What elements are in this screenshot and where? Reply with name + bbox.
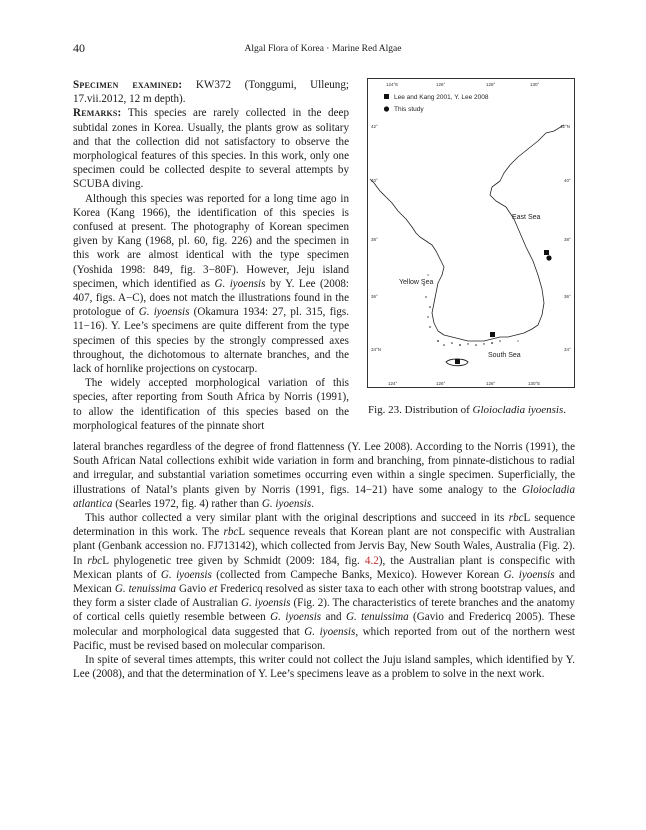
lat-left-5: 34°N bbox=[371, 347, 382, 352]
species-name: G. iyoensis bbox=[214, 277, 266, 290]
text-run: and Mexican bbox=[73, 568, 575, 596]
map-legend bbox=[384, 94, 489, 113]
text-run: Although this species was reported for a long time ago in Korea (Kang 1966), the identification of this species is confused at present. The photography of Korean specimen given by Kang (1968, pl. 60, fig. 226) and the specimen in this work are almost identical with the type specimen (Yoshida 1998: 849, fig. 3−80F). However, Jeju island specimen, which identified as bbox=[73, 192, 349, 290]
figure-reference-link[interactable]: 4.2 bbox=[364, 554, 379, 567]
specimen-paragraph bbox=[73, 78, 349, 106]
text-run: L sequence determination in this work. The bbox=[73, 512, 575, 539]
legend-circle-label: This study bbox=[394, 106, 424, 113]
occurrence-markers bbox=[455, 250, 552, 364]
text-run: by Y. Lee (2008: 407, figs. A−C), does not match the illustrations found in the protologue of bbox=[73, 277, 349, 319]
legend-square-label: Lee and Kang 2001, Y. Lee 2008 bbox=[394, 94, 489, 101]
text-run: In spite of several times attempts, this writer could not collect the Juju island samples, which identified by Y. Lee (2008), and that the determination of Y. Lee’s specimens leave as a problem to solve in the next work. bbox=[73, 654, 575, 681]
text-run: The widely accepted morphological variation of this species, after reporting from South Africa by Norris (1991), to allow the identification of this species based on the morphological features of the pinnate short bbox=[73, 377, 349, 432]
lat-right-3: 38° bbox=[564, 237, 571, 242]
running-header: Algal Flora of Korea · Marine Red Algae bbox=[244, 44, 402, 54]
specimen-label: Specimen examined: bbox=[73, 79, 183, 91]
east-sea-label: East Sea bbox=[512, 214, 541, 221]
lon-top-2: 126° bbox=[436, 82, 446, 87]
lon-bottom-2: 126° bbox=[436, 381, 446, 386]
lat-right-2: 40° bbox=[564, 178, 571, 183]
text-run: L sequence reveals that Korean plant are not conspecific with Australian plant (Genbank accession no. FJ713142), which collected from Jervis Bay, New South Wales, Australia (Fig. 2). In bbox=[73, 526, 575, 567]
lat-left-3: 38° bbox=[371, 237, 378, 242]
left-column bbox=[73, 78, 349, 433]
lat-right-5: 34° bbox=[564, 347, 571, 352]
full-width-text bbox=[73, 440, 575, 681]
paragraph-3-end bbox=[73, 440, 575, 511]
paragraph-5 bbox=[73, 653, 575, 681]
paragraph-3-start bbox=[73, 376, 349, 433]
lat-left-2: 40° bbox=[371, 178, 378, 183]
gene-name: rbc bbox=[223, 526, 239, 539]
figure-caption bbox=[368, 403, 576, 417]
paragraph-4 bbox=[73, 511, 575, 653]
text-run: L phylogenetic tree given by Schmidt (2009: 184, fig. bbox=[102, 554, 365, 567]
text-run: . bbox=[311, 497, 314, 510]
distribution-map bbox=[367, 78, 575, 388]
text-run: (Gavio and Fredericq 2005). These molecular and morphological data suggested that bbox=[73, 611, 575, 638]
remarks-text: This species are rarely collected in the deep subtidal zones in Korea. Usually, the plants grow as solitary and that the collection did not satisfactory to observe the morphological features of this species. In this work, only one specimen could be collected despite to several attempts by SCUBA diving. bbox=[73, 107, 349, 191]
text-run: (Okamura 1934: 27, pl. 315, figs. 11−16). Y. Lee’s specimens are quite different from the type specimen of this species by the strongly compressed axes throughout, the dichotomous to alternate branches, and the lack of hornlike projections on cystocarp. bbox=[73, 306, 349, 376]
text-run: (Searles 1972, fig. 4) rather than bbox=[112, 497, 262, 510]
record-circle-ulleung bbox=[546, 255, 551, 260]
yellow-sea-label: Yellow Sea bbox=[399, 279, 434, 286]
specimen-text: KW372 (Tonggumi, Ulleung; 17.vii.2012, 12 m depth). bbox=[73, 79, 349, 106]
text-run: Fredericq resolved as sister taxa to each other with strong bootstrap values, and they form a sister clade of Australian bbox=[73, 583, 575, 610]
remarks-paragraph bbox=[73, 106, 349, 191]
caption-prefix: Fig. 23. Distribution of bbox=[368, 404, 473, 416]
korea-map bbox=[368, 79, 576, 389]
species-name: G. iyoensis bbox=[138, 306, 190, 319]
species-name: G. tenuissima bbox=[345, 611, 409, 624]
lat-left-1: 42° bbox=[371, 124, 378, 129]
lon-bottom-1: 124° bbox=[388, 381, 398, 386]
record-square-south bbox=[490, 332, 495, 337]
text-run: ), the Australian plant is conspecific with Mexican plants of bbox=[73, 554, 576, 581]
species-name: Gloiocladia atlantica bbox=[73, 483, 575, 510]
lon-bottom-3: 128° bbox=[486, 381, 496, 386]
lat-right-4: 36° bbox=[564, 294, 571, 299]
species-name: G. iyoensis bbox=[270, 611, 322, 624]
remarks-label: Remarks: bbox=[73, 107, 122, 120]
species-name: G. iyoensis bbox=[160, 568, 212, 581]
species-name: G. iyoensis bbox=[241, 597, 291, 610]
text-run: (Fig. 2). The characteristics of terete branches and the anatomy of cortical cells quietly resemble between bbox=[73, 597, 575, 624]
text-run: (collected from Campeche Banks, Mexico). However Korean bbox=[211, 568, 504, 581]
south-sea-label: South Sea bbox=[488, 352, 521, 359]
page-number: 40 bbox=[73, 41, 85, 55]
lat-left-4: 36° bbox=[371, 294, 378, 299]
latin-et: et bbox=[209, 583, 218, 596]
species-name: G. tenuissima bbox=[114, 583, 177, 596]
species-name: G. iyoensis bbox=[261, 497, 312, 510]
lon-top-3: 128° bbox=[486, 82, 496, 87]
caption-species: Gloiocladia iyoensis bbox=[472, 404, 564, 416]
square-marker-icon bbox=[384, 94, 389, 99]
text-run: Gavio bbox=[176, 583, 210, 596]
lon-bottom-4: 130°E bbox=[528, 381, 541, 386]
lon-top-1: 124°E bbox=[386, 82, 399, 87]
text-run: and bbox=[321, 611, 346, 624]
text-run: , which reported from out of the northern west Pacific, must be revised based on molecular comparison. bbox=[73, 625, 575, 652]
coastline bbox=[370, 125, 564, 341]
record-square-ulleung bbox=[544, 250, 549, 255]
record-square-jeju bbox=[455, 359, 460, 364]
species-name: G. iyoensis bbox=[503, 568, 555, 581]
text-run: lateral branches regardless of the degree of frond flattenness (Y. Lee 2008). According to the Norris (1991), the South African Natal collections exhibit wide variation in form and branching, from pinnate-distichous to radial and irregular, and substantial variation sometimes occurring even within a single specimen. Superficially, the illustrations of Natal’s plants given by Norris (1991, figs. 14−21) have some analogy to the bbox=[73, 441, 575, 496]
paragraph-2 bbox=[73, 192, 349, 377]
gene-name: rbc bbox=[508, 512, 524, 525]
text-run: This author collected a very similar plant with the original descriptions and succeed in its bbox=[85, 512, 509, 525]
gene-name: rbc bbox=[87, 554, 103, 567]
circle-marker-icon bbox=[384, 106, 389, 111]
species-name: G. iyoensis bbox=[304, 625, 356, 638]
lat-right-1: 42°N bbox=[560, 124, 571, 129]
caption-suffix: . bbox=[563, 404, 567, 416]
lon-top-4: 130° bbox=[530, 82, 540, 87]
